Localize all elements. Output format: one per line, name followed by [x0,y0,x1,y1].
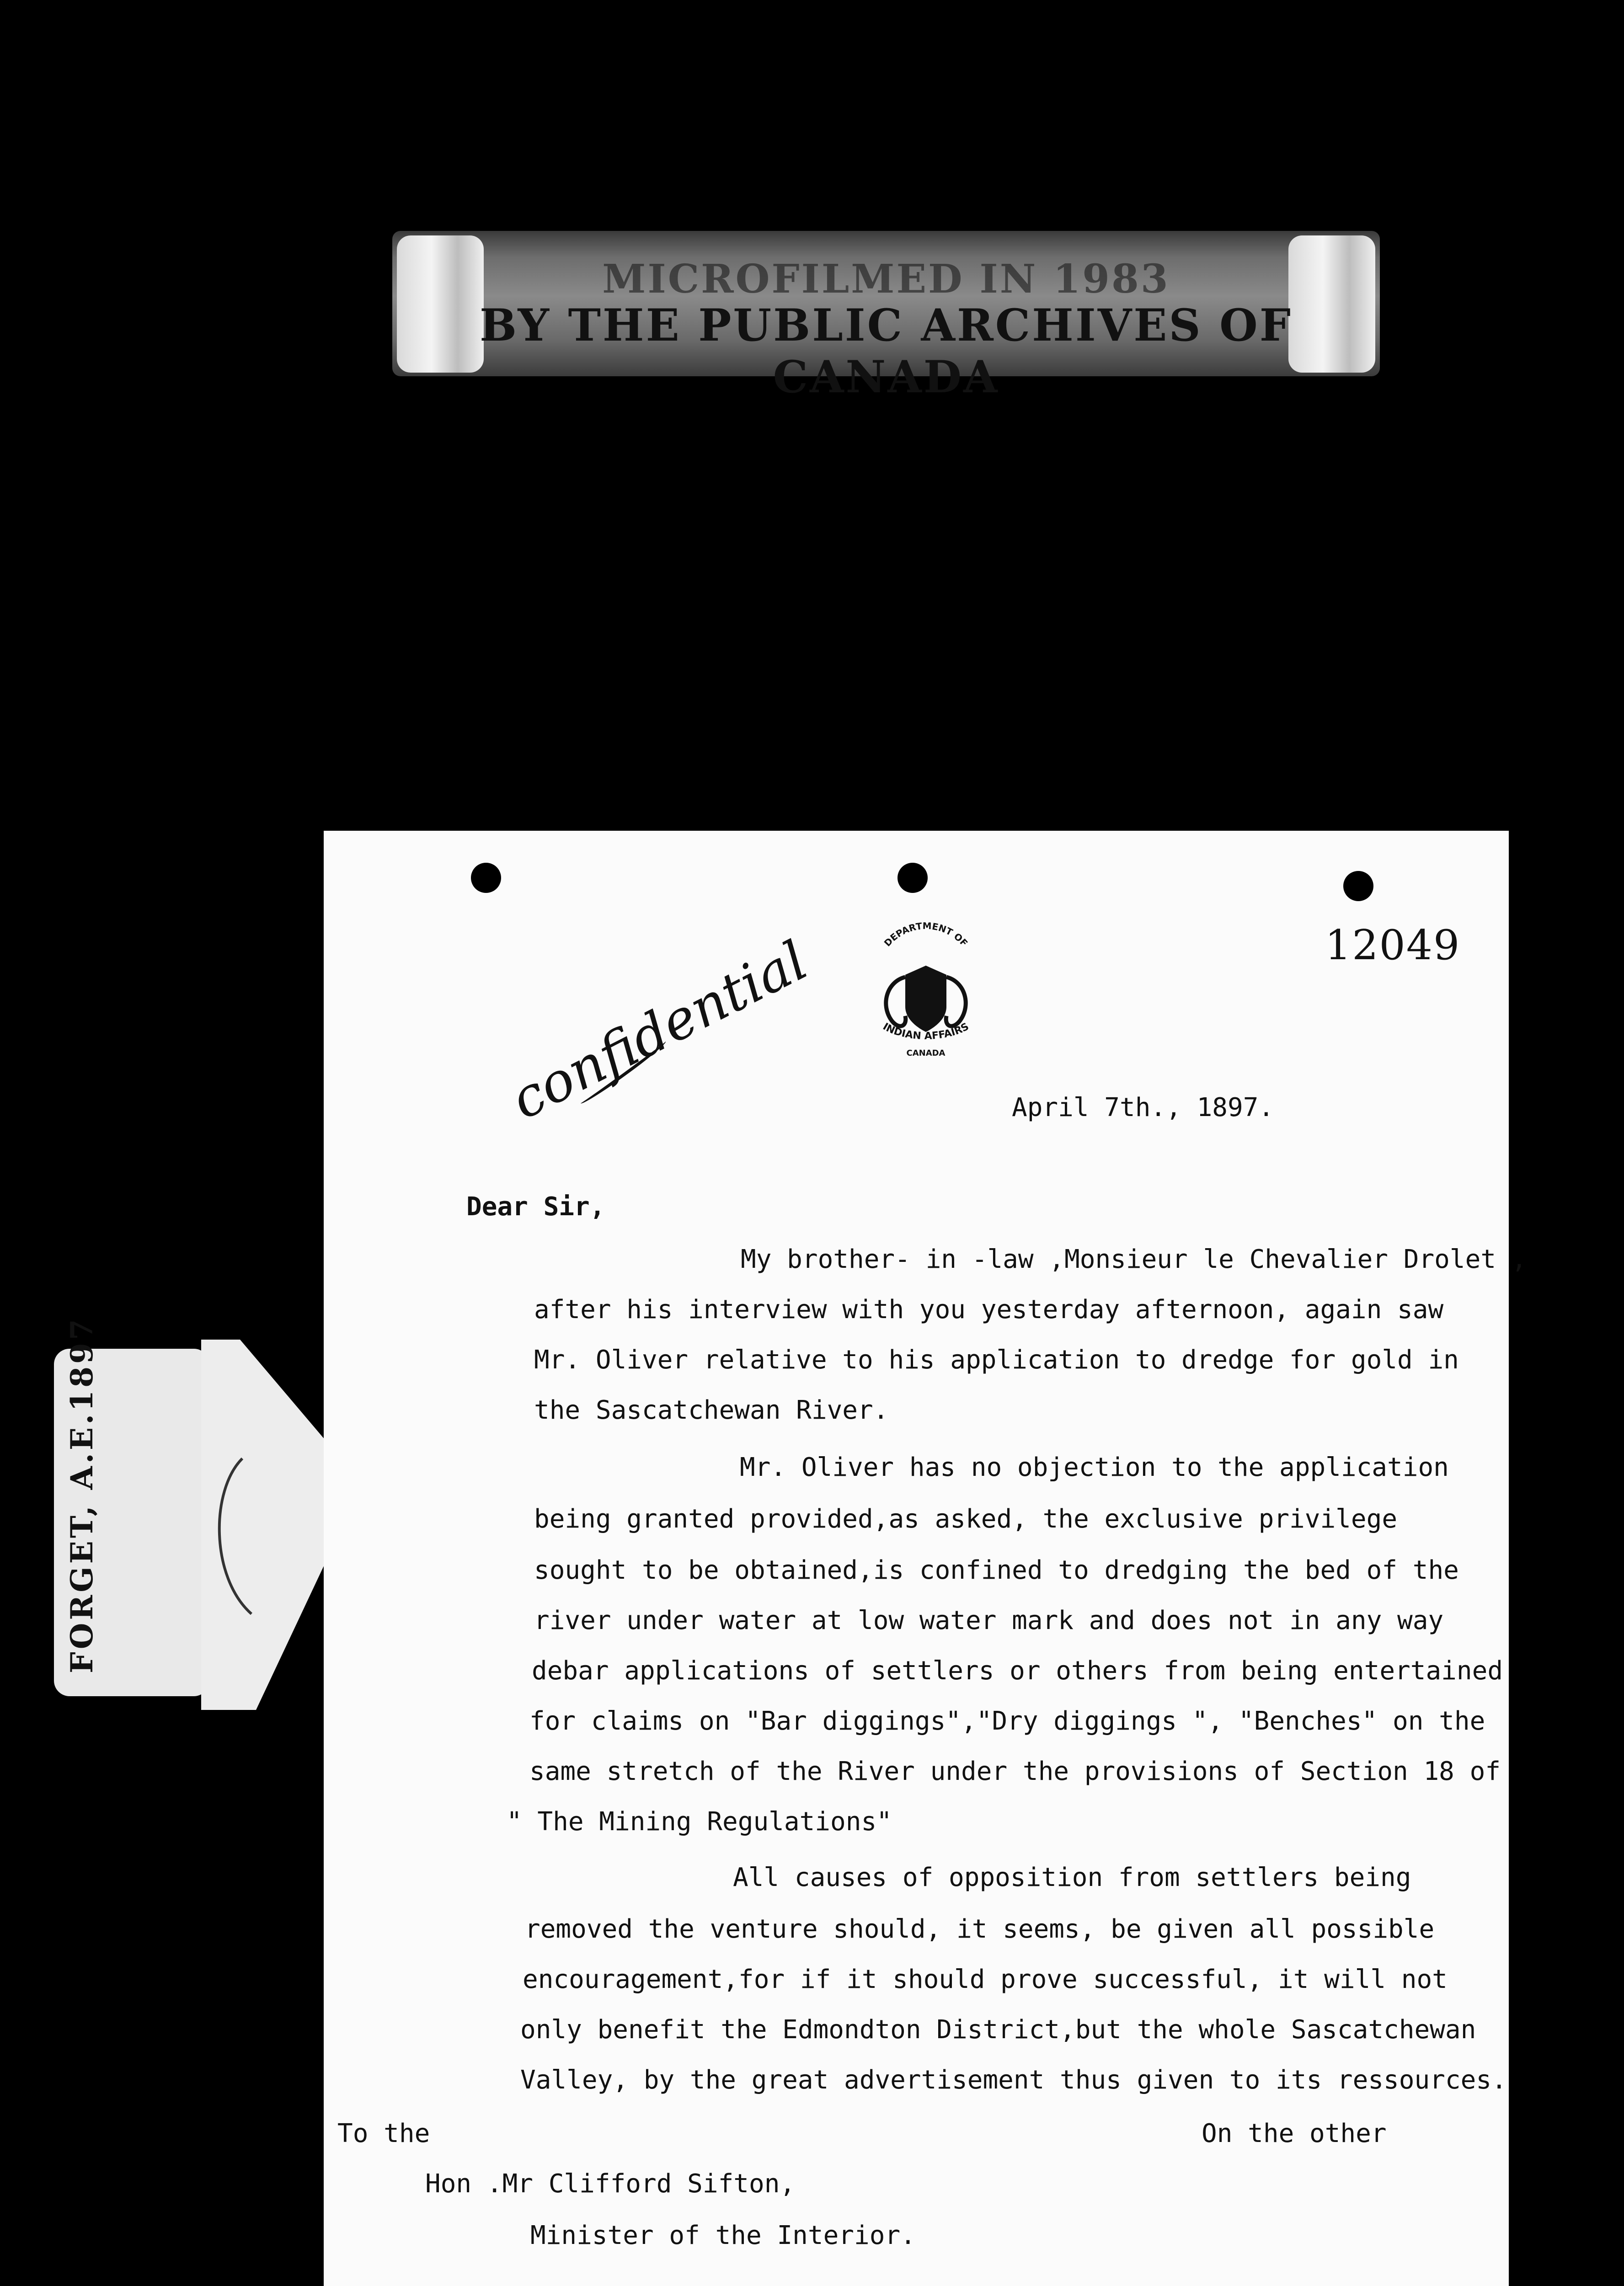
archive-line-1: MICROFILMED IN 1983 [602,256,1170,302]
body-line: for claims on "Bar diggings","Dry diggings ", "Benches" on the [529,1706,1485,1736]
punch-hole-center [897,863,928,893]
crest-top-text: DEPARTMENT OF [881,922,970,949]
addressee-name: Hon .Mr Clifford Sifton, [425,2169,796,2199]
body-line: Valley, by the great advertisement thus given to its ressources. [520,2065,1507,2095]
body-line: My brother- in -law ,Monsieur le Chevalier Drolet , [741,1244,1527,1274]
continuation-note: On the other [1202,2119,1387,2148]
body-line: the Sascatchewan River. [534,1395,889,1425]
body-line: after his interview with you yesterday afternoon, again saw [534,1295,1444,1325]
body-line: only benefit the Edmondton District,but the whole Sascatchewan [520,2015,1476,2045]
body-line: Mr. Oliver relative to his application to dredge for gold in [534,1345,1459,1375]
body-line: same stretch of the River under the provisions of Section 18 of [529,1757,1501,1786]
body-line: " The Mining Regulations" [507,1807,892,1837]
body-line: debar applications of settlers or others from being entertained [532,1656,1503,1686]
punch-hole-left [471,863,501,893]
body-line: removed the venture should, it seems, be given all possible [525,1914,1435,1944]
salutation: Dear Sir, [466,1192,605,1222]
letter-date: April 7th., 1897. [1012,1093,1274,1122]
body-line: encouragement,for if it should prove successful, it will not [523,1965,1448,1994]
file-tab-name: FORGET, A.E. [64,1411,100,1673]
folder-flap [201,1340,334,1710]
body-line: All causes of opposition from settlers being [733,1863,1411,1892]
archive-header-strip [392,231,1380,403]
body-line: being granted provided,as asked, the exclusive privilege [534,1504,1398,1534]
file-tab-label [64,1316,100,1673]
punch-hole-right [1343,871,1373,901]
archive-line-2: BY THE PUBLIC ARCHIVES OF CANADA [480,299,1293,403]
crest-country-text: CANADA [906,1048,946,1058]
svg-text:DEPARTMENT OF [882,922,970,949]
crest-bottom-text: INDIAN AFFAIRS [881,1020,971,1042]
body-line: river under water at low water mark and does not in any way [534,1606,1444,1635]
letter-page [324,831,1527,2286]
confidential-annotation: confidential [501,929,817,1132]
body-line: sought to be obtained,is confined to dredging the bed of the [534,1555,1459,1585]
addressee-to: To the [337,2119,430,2148]
file-tab-year: 1897 [64,1316,100,1411]
document-number: 12049 [1325,921,1461,969]
body-line: Mr. Oliver has no objection to the application [740,1453,1449,1482]
department-crest-icon [860,922,992,1059]
addressee-title: Minister of the Interior. [530,2221,916,2250]
